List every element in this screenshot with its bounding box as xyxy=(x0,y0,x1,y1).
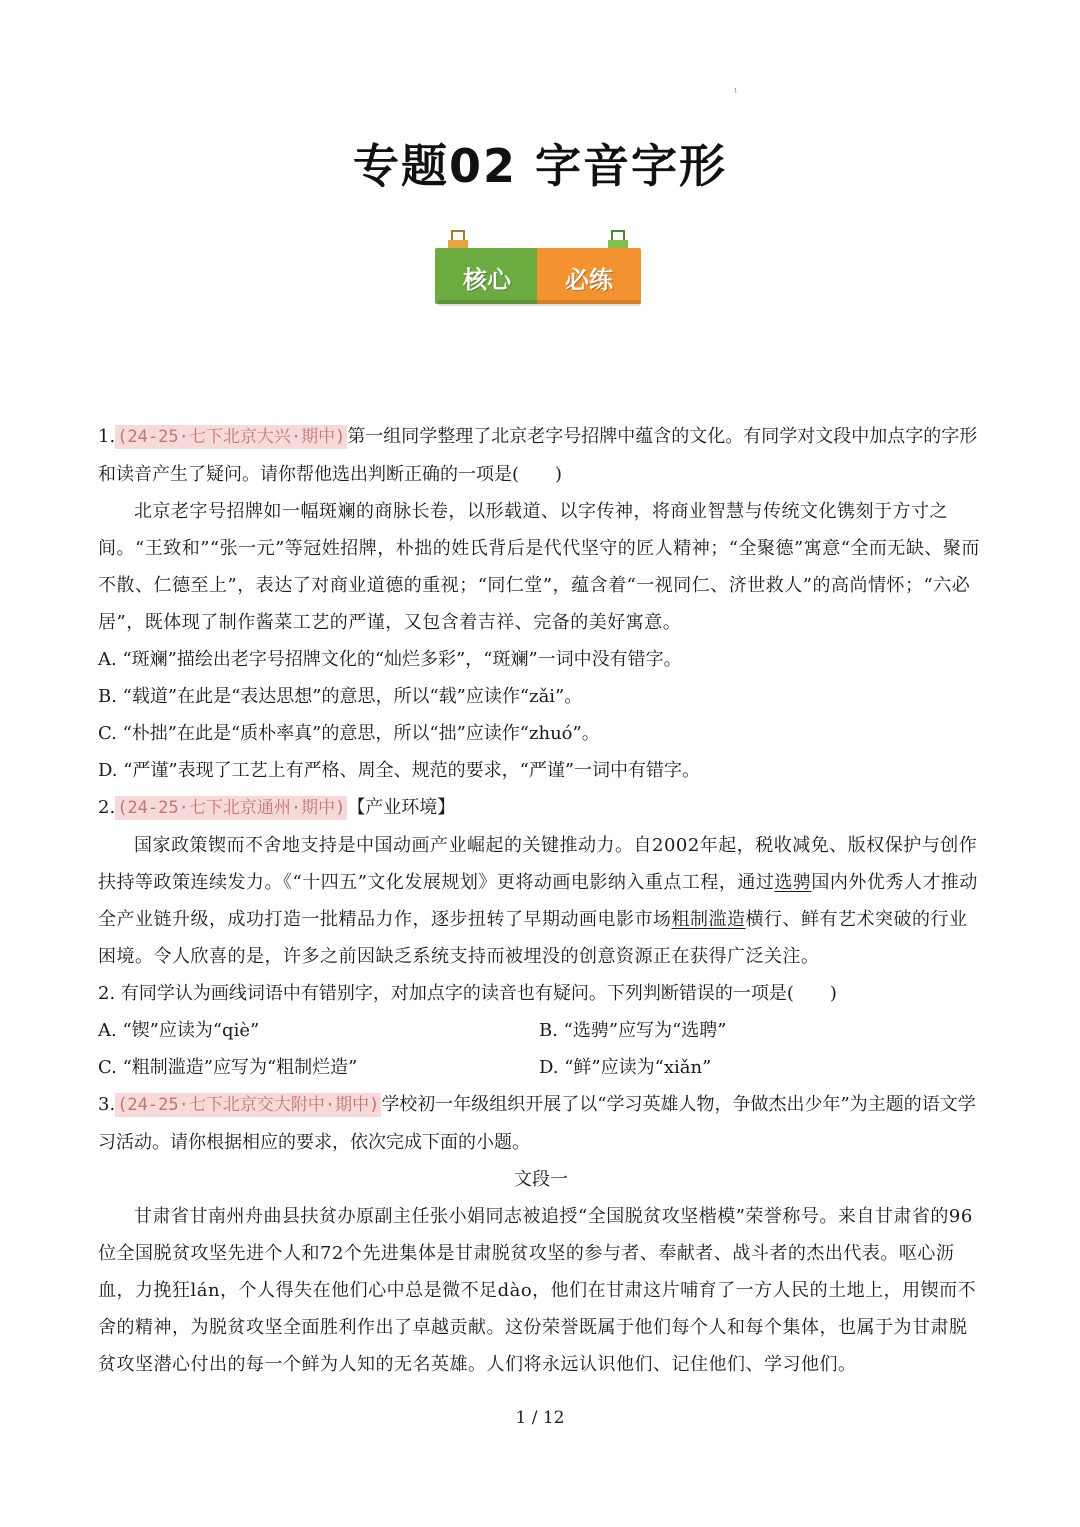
corner-mark: ι xyxy=(734,86,738,96)
q3-passage: 甘肃省甘南州舟曲县扶贫办原副主任张小娟同志被追授“全国脱贫攻坚楷模”荣誉称号。来自甘肃省的96位全国脱贫攻坚先进个人和72个先进集体是甘肃脱贫攻坚的参与者、奉献者、战斗者的杰出代表。呕心沥血，力挽狂lán，个人得失在他们心中总是微不足dào，他们在甘肃这片哺育了一方人民的土地上，用锲而不舍的精神，为脱贫攻坚全面胜利作出了卓越贡献。这份荣誉既属于他们每个人和每个集体，也属于为甘肃脱贫攻坚潜心付出的每一个鲜为人知的无名英雄。人们将永远认识他们、记住他们、学习他们。 xyxy=(98,1206,977,1375)
q3-stem: 3. (24-25·七下北京交大附中·期中) 学校初一年级组织开展了以“学习英雄人物，争做杰出少年”为主题的语文学习活动。请你根据相应的要求，依次完成下面的小题。 xyxy=(98,1094,976,1153)
q1-stem: 1. (24-25·七下北京大兴·期中) 第一组同学整理了北京老字号招牌中蕴含的文化。有同学对文段中加点字的字形和读音产生了疑问。请你帮他选出判断正确的一项是( ) xyxy=(98,426,978,485)
q1-option-d: D. “严谨”表现了工艺上有严格、周全、规范的要求，“严谨”一词中有错字。 xyxy=(98,760,701,781)
source-tag: (24-25·七下北京大兴·期中) xyxy=(117,427,346,447)
q1-option-c: C. “朴拙”在此是“质朴率真”的意思，所以“拙”应读作“zhuó”。 xyxy=(98,723,600,744)
q2-stem: 2. 有同学认为画线词语中有错别字，对加点字的读音也有疑问。下列判断错误的一项是( ) xyxy=(98,983,837,1004)
q2-option-c: C. “粗制滥造”应写为“粗制烂造” xyxy=(98,1057,358,1078)
q2-options-row xyxy=(98,1049,984,1086)
q2-option-d: D. “鲜”应读为“xiǎn” xyxy=(539,1057,712,1078)
q1-option-b: B. “载道”在此是“表达思想”的意思，所以“载”应读作“zǎi”。 xyxy=(98,686,583,707)
badge-label-practice: 必练 xyxy=(565,266,613,294)
q1-option-a: A. “斑斓”描绘出老字号招牌文化的“灿烂多彩”，“斑斓”一词中没有错字。 xyxy=(98,649,682,670)
q2-options-row xyxy=(98,1012,984,1049)
q3-section-title: 文段一 xyxy=(514,1169,568,1190)
q2-heading: 【产业环境】 xyxy=(347,797,456,818)
q2-option-a: A. “锲”应读为“qiè” xyxy=(98,1020,260,1041)
document-body xyxy=(98,418,984,1383)
underlined-word: 粗制滥造 xyxy=(671,909,746,930)
q2-header: 2. (24-25·七下北京通州·期中) 【产业环境】 xyxy=(98,797,456,818)
page-number: 1 / 12 xyxy=(515,1408,565,1428)
q2-option-b: B. “选骋”应写为“选聘” xyxy=(539,1020,727,1041)
core-practice-badge xyxy=(433,228,643,308)
source-tag: (24-25·七下北京交大附中·期中) xyxy=(117,1095,380,1115)
badge-label-core: 核心 xyxy=(463,266,511,294)
underlined-word: 选骋 xyxy=(774,872,812,893)
page-title: 专题02 字音字形 xyxy=(352,139,728,193)
q2-passage: 国家政策锲而不舍地支持是中国动画产业崛起的关键推动力。自2002年起，税收减免、版权保护与创作扶持等政策连续发力。《“十四五”文化发展规划》更将动画电影纳入重点工程，通过选骋国内外优秀人才推动全产业链升级，成功打造一批精品力作，逐步扭转了早期动画电影市场粗制滥造横行、鲜有艺术突破的行业困境。令人欣喜的是，许多之前因缺乏系统支持而被埋没的创意资源正在获得广泛关注。 xyxy=(98,835,978,967)
source-tag: (24-25·七下北京通州·期中) xyxy=(117,798,346,818)
q1-passage: 北京老字号招牌如一幅斑斓的商脉长卷，以形载道、以字传神，将商业智慧与传统文化镌刻于方寸之间。“王致和”“张一元”等冠姓招牌，朴拙的姓氏背后是代代坚守的匠人精神；“全聚德”寓意“全而无缺、聚而不散、仁德至上”，表达了对商业道德的重视；“同仁堂”，蕴含着“一视同仁、济世救人”的高尚情怀；“六必居”，既体现了制作酱菜工艺的严谨，又包含着吉祥、完备的美好寓意。 xyxy=(98,501,980,633)
